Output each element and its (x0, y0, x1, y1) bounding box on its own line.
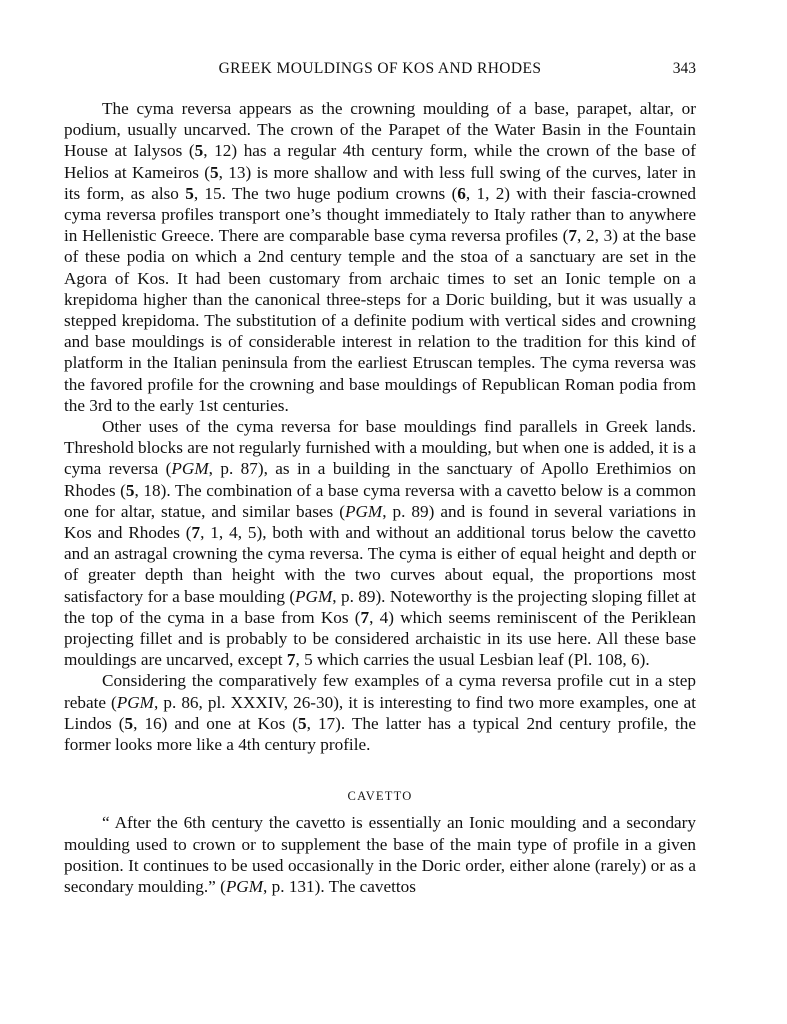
body-text (64, 98, 696, 897)
text-run: Considering the comparatively few examples of a cyma reversa profile cut in a step rebate ( (64, 671, 696, 712)
running-title: GREEK MOULDINGS OF KOS AND RHODES (218, 60, 542, 77)
text-run: , 1, 4, 5), both with and without an additional torus below the cavetto and an astragal crowning the cyma reversa. The cyma is either of equal height and depth or of greater depth than height with the two curves about equal, the proportions most satisfactory for a base moulding ( (64, 523, 696, 606)
paragraph-cavetto (64, 812, 696, 897)
text-run: Other uses of the cyma reversa for base mouldings find parallels in Greek lands. Threshold blocks are not regularly furnished with a moulding, but when one is added, it is a cyma reversa ( (64, 417, 696, 479)
citation: PGM (344, 501, 383, 521)
text-run: , p. 89). Noteworthy is the projecting sloping fillet at the top of the cyma in a base from Kos ( (64, 586, 696, 627)
figure-ref: 7 (286, 650, 296, 670)
section-heading: CAVETTO (347, 789, 413, 804)
text-run: , p. 131). The cavettos (263, 876, 416, 896)
paragraph-step-rebate (64, 670, 696, 755)
figure-ref: 5 (185, 183, 194, 203)
text-run: , 17). The latter has a typical 2nd century profile, the former looks more like a 4th century profile. (64, 713, 696, 755)
text-run: , p. 89) and is found in several variations in Kos and Rhodes ( (64, 501, 696, 543)
text-run: , p. 86, pl. XXXIV, 26-30), it is interesting to find two more examples, one at Lindos ( (64, 692, 696, 733)
text-run: , 2, 3) at the base of these podia on which a 2nd century temple and the stoa of a sanctuary are set in the Agora of Kos. It had been customary from archaic times to set an Ionic temple on a krepidoma higher than the canonical three-steps for a Doric building, but it was usually a stepped krepidoma. The substitution of a definite podium with vertical sides and crowning and base mouldings is of considerable interest in relation to the tradition for this kind of platform in the Italian peninsula from the earliest Etruscan temples. The cyma reversa was the favored profile for the crowning and base mouldings of Republican Roman podia from the 3rd to the early 1st centuries. (64, 226, 697, 415)
citation: PGM (225, 876, 264, 896)
figure-ref: 5 (124, 713, 134, 733)
text-run: , 13) is more shallow and with less full swing of the curves, later in its form, as also (64, 162, 696, 203)
text-run: , 4) which seems reminiscent of the Periklean projecting fillet and is probably to be considered archaistic in its use here. All these base mouldings are uncarved, except (64, 607, 696, 670)
figure-ref: 5 (194, 141, 204, 161)
figure-ref: 5 (210, 162, 219, 182)
figure-ref: 5 (125, 480, 135, 500)
figure-ref: 7 (568, 226, 577, 246)
text-run: , 5 which carries the usual Lesbian leaf (Pl. 108, 6). (295, 650, 650, 670)
paragraph-cyma-reversa-crowning (64, 98, 696, 416)
text-run: “ After the 6th century the cavetto is essentially an Ionic moulding and a secondary moulding used to crown or to supplement the base of the main type of profile in a given position. It continues to be used occasionally in the Doric order, either alone (rarely) or as a secondary moulding.” ( (64, 813, 696, 896)
running-head (64, 60, 696, 84)
figure-ref: 5 (298, 713, 307, 733)
text-run: , 15. The two huge podium crowns ( (193, 183, 458, 203)
text-run: , 12) has a regular 4th century form, while the crown of the base of Helios at Kameiros ( (64, 141, 696, 182)
citation: PGM (116, 692, 154, 712)
text-run: , 18). The combination of a base cyma reversa with a cavetto below is a common one for altar, statue, and similar bases ( (64, 480, 696, 521)
paragraph-cyma-reversa-base (64, 416, 696, 670)
text-run: , p. 87), as in a building in the sanctuary of Apollo Erethimios on Rhodes ( (64, 459, 697, 500)
figure-ref: 7 (191, 523, 201, 543)
text-run: , 16) and one at Kos ( (133, 713, 299, 733)
figure-ref: 7 (360, 607, 370, 627)
text-run: , 1, 2) with their fascia-crowned cyma reversa profiles transport one’s thought immediately to Italy rather than to anywhere in Hellenistic Greece. There are comparable base cyma reversa profiles ( (64, 183, 696, 246)
page-number: 343 (672, 60, 696, 77)
figure-ref: 6 (457, 183, 466, 203)
citation: PGM (171, 459, 209, 479)
text-run: The cyma reversa appears as the crowning moulding of a base, parapet, altar, or podium, usually uncarved. The crown of the Parapet of the Water Basin in the Fountain House at Ialysos ( (64, 99, 696, 161)
citation: PGM (295, 586, 333, 606)
